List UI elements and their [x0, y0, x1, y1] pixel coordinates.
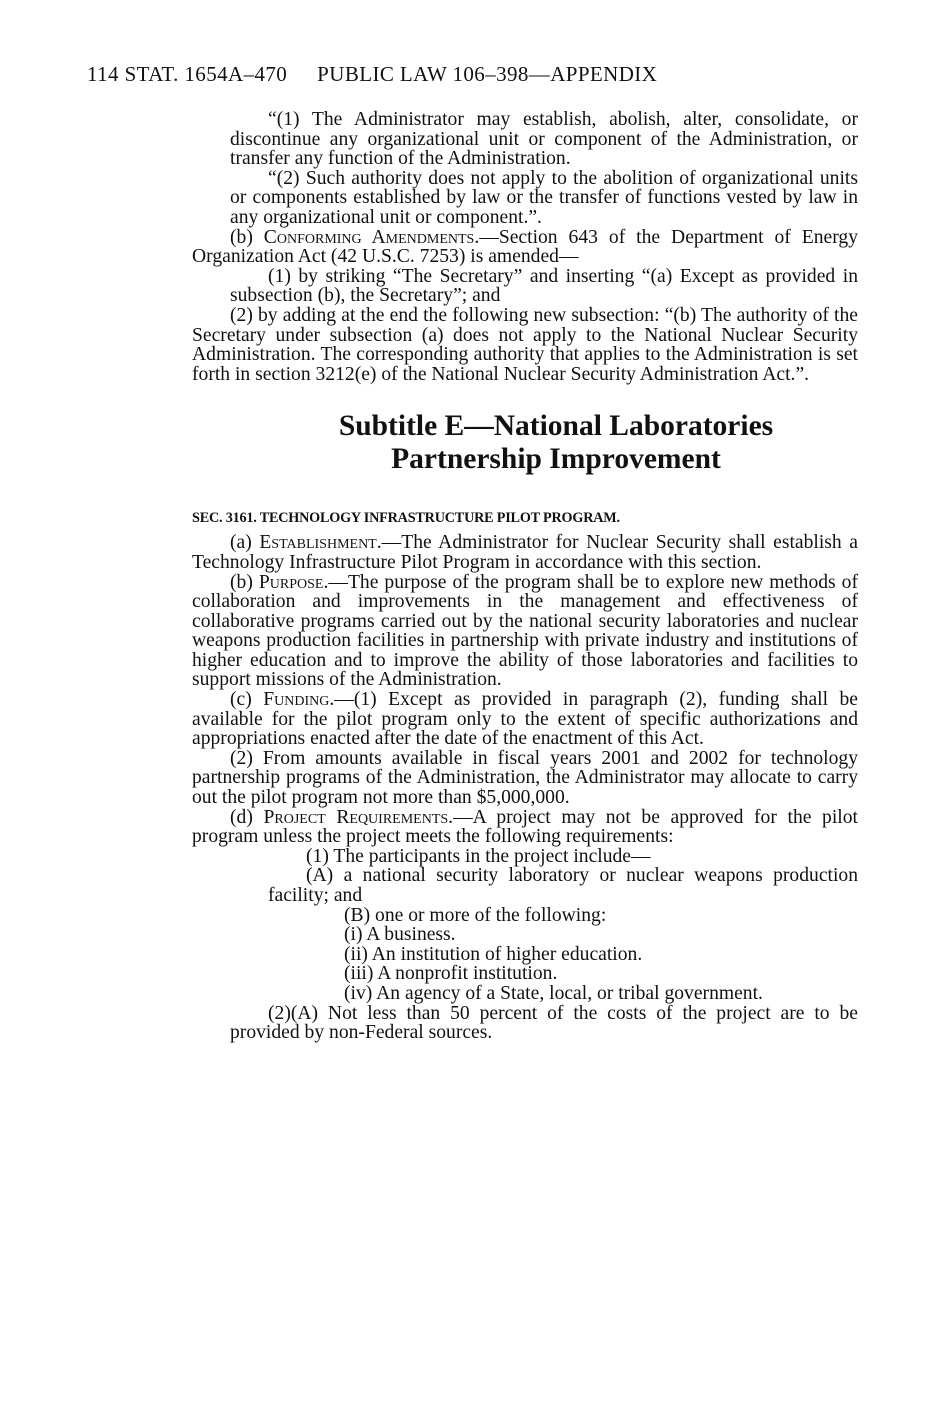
requirement-1: (1) The participants in the project include— — [306, 845, 651, 867]
subsection-heading: Conforming Amendments — [263, 226, 475, 248]
paragraph-2: “(2) Such authority does not apply to the abolition of organizational units or components established by law or the transfer of functions vested by law in any organizational unit or component.”. — [230, 167, 858, 228]
requirement-1-B-iv: (iv) An agency of a State, local, or tribal government. — [344, 982, 763, 1004]
subtitle-line-2: Partnership Improvement — [391, 443, 721, 476]
paragraph-1: “(1) The Administrator may establish, abolish, alter, consolidate, or discontinue any organizational unit or component of the Administration, or transfer any function of the Administration. — [230, 109, 858, 170]
requirement-1-A: (A) a national security laboratory or nuclear weapons production facility; and — [268, 865, 858, 906]
subsection-d-requirements — [192, 808, 858, 847]
subsection-heading: Project Requirements — [263, 806, 449, 828]
subsection-label: (c) — [230, 689, 264, 711]
subsection-text: .—The Administrator for Nuclear Security shall establish a Technology Infrastructure Pilot Program in accordance with this section. — [192, 532, 858, 573]
subsection-heading: Purpose — [258, 571, 324, 593]
subsection-label: (a) — [230, 532, 260, 554]
section-heading: SEC. 3161. TECHNOLOGY INFRASTRUCTURE PILOT PROGRAM. — [192, 510, 620, 527]
subsection-text: .—(1) Except as provided in paragraph (2), funding shall be available for the pilot program only to the extent of specific authorizations and appropriations enacted after the date of the enactment of this Act. — [192, 689, 858, 750]
amendment-1: (1) by striking “The Secretary” and inserting “(a) Except as provided in subsection (b), the Secretary”; and — [230, 265, 858, 307]
running-header — [87, 62, 657, 87]
law-reference: PUBLIC LAW 106–398—APPENDIX — [317, 62, 658, 86]
requirement-2-A: (2)(A) Not less than 50 percent of the costs of the project are to be provided by non-Federal sources. — [230, 1002, 858, 1044]
subsection-heading: Establishment — [259, 532, 377, 554]
amendment-2: (2) by adding at the end the following new subsection: “(b) The authority of the Secretary under subsection (a) does not apply to the National Nuclear Security Administration. The corresponding authority that applies to the Administration is set forth in section 3212(e) of the National Nuclear Security Administration Act.”. — [192, 304, 858, 385]
subsection-heading: Funding — [263, 689, 330, 711]
subsection-label: (b) — [230, 226, 264, 248]
subsection-b-purpose — [192, 573, 858, 691]
requirement-1-B: (B) one or more of the following: — [344, 904, 607, 926]
subsection-a — [192, 533, 858, 572]
subsection-b-conforming — [192, 228, 858, 267]
subsection-text: .—A project may not be approved for the pilot program unless the project meets the following requirements: — [192, 806, 858, 848]
subsection-label: (b) — [230, 571, 259, 593]
subsection-text: .—The purpose of the program shall be to explore new methods of collaboration and improvements in the management and effectiveness of collaborative programs carried out by the national security laboratories and nuclear weapons production facilities in partnership with private industry and institutions of higher education and to improve the ability of those laboratories and facilities to support missions of the Administration. — [192, 571, 858, 691]
requirement-1-B-ii: (ii) An institution of higher education. — [344, 943, 643, 965]
document-body — [192, 109, 858, 1044]
subtitle-heading — [230, 410, 858, 476]
page-reference: 114 STAT. 1654A–470 — [87, 62, 288, 86]
requirement-1-B-i: (i) A business. — [344, 924, 456, 946]
requirement-1-B-iii: (iii) A nonprofit institution. — [344, 963, 558, 985]
subsection-label: (d) — [230, 806, 264, 828]
funding-paragraph-2: (2) From amounts available in fiscal years 2001 and 2002 for technology partnership programs of the Administration, the Administrator may allocate to carry out the pilot program not more than $5,000,000. — [192, 747, 858, 809]
subsection-c-funding — [192, 690, 858, 749]
subtitle-line-1: Subtitle E—National Laboratories — [338, 410, 774, 443]
subsection-text: .—Section 643 of the Department of Energy Organization Act (42 U.S.C. 7253) is amended— — [192, 226, 858, 268]
